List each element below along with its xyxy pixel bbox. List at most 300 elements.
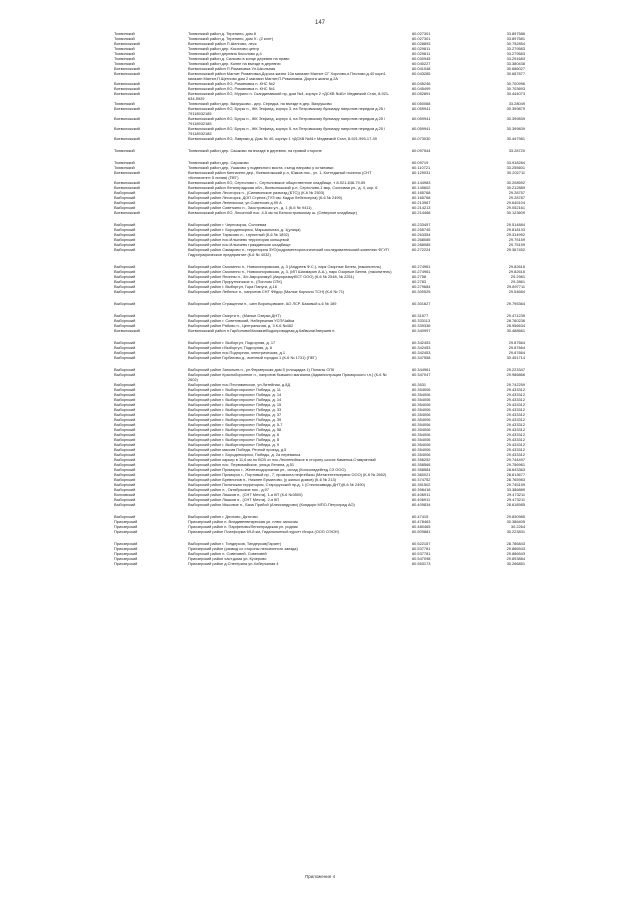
address-table — [0, 31, 640, 566]
table-row — [0, 136, 640, 141]
address-cell: Приозерский район д.Снетерина ул.Хоберсаная 4 — [188, 561, 279, 566]
district-cell: Выборгский — [114, 222, 136, 227]
longitude-cell: 29.82616 — [508, 269, 525, 274]
longitude-cell: 29.87664 — [508, 345, 525, 350]
longitude-cell: 29.314992 — [506, 232, 525, 237]
latitude-cell: 60.09719 — [412, 160, 429, 165]
table-row — [0, 301, 640, 306]
address-cell: Выборгский район Запольев п., ул.Фермерская дом 5 (площадка 1) Полины СПК — [188, 367, 335, 372]
address-cell: Выборгский район Приморск г., Портовый пр., 7, промзона нефтебазы (Метагентенсервис ООО) (К-6 № 2652) — [188, 472, 387, 477]
longitude-cell: 30.700996 — [506, 81, 525, 86]
address-cell: Всеволожский район ЛО, Романовка п. КНС №2 — [188, 81, 275, 86]
district-cell: Выборгский — [114, 200, 136, 205]
latitude-cell: 60.354006 — [412, 392, 431, 397]
address-cell: Выборгский район г. Выборгул, Подгорная, д. 17 — [188, 340, 276, 345]
longitude-cell: 29.433312 — [506, 412, 525, 417]
address-cell: Тихвинский район д. Теренино, дом 9 - (2 конт) — [188, 36, 274, 41]
latitude-cell: 60.2758 — [412, 274, 427, 279]
address-cell: Тихвинский район д. Силково в конце деревни на право — [188, 56, 290, 61]
longitude-cell: 33.291683 — [506, 56, 525, 61]
address-cell: Приозерский район (развод со стороны пенсионного заезда) — [188, 546, 298, 551]
longitude-cell: 28.956634 — [506, 323, 525, 328]
longitude-cell: 29.893884 — [506, 556, 525, 561]
longitude-cell: 30.687877 — [506, 71, 525, 76]
district-cell: Приозерский — [114, 541, 138, 546]
latitude-cell: 60.279684 — [412, 284, 431, 289]
address-cell: Приозерский район п. Владивеевеяреская ул. плюс заносом — [188, 519, 298, 524]
latitude-cell: 60.073030 — [412, 136, 431, 141]
latitude-cell: 60.344961 — [412, 367, 431, 372]
district-cell: Тихвинский — [114, 36, 135, 41]
district-cell: Выборгский — [114, 442, 136, 447]
longitude-cell: 29.471235 — [506, 313, 525, 318]
longitude-cell: 30.451714 — [506, 355, 525, 360]
latitude-cell: 60.029811 — [412, 51, 431, 56]
table-row — [0, 91, 640, 101]
address-cell: Тихвинский район дер. Косолово центр — [188, 46, 260, 51]
latitude-cell: 60.354006 — [412, 422, 431, 427]
latitude-cell: 60.347558 — [412, 355, 431, 360]
longitude-cell: 29.433312 — [506, 392, 525, 397]
address-cell: Выборгский район г. Выборгопросект Победы, д. 9 — [188, 442, 279, 447]
latitude-cell: 60.354006 — [412, 397, 431, 402]
district-cell: Всеволожский — [114, 41, 140, 46]
latitude-cell: 60.274961 — [412, 269, 431, 274]
address-cell: Выборгский район пос.Ильичево территория кольцевой — [188, 237, 289, 242]
district-cell: Выборгский — [114, 502, 136, 507]
longitude-cell: 30.399839 — [506, 116, 525, 121]
latitude-cell: 60.255745 — [412, 227, 431, 232]
longitude-cell: 29.28787 — [508, 195, 525, 200]
longitude-cell: 29.897711 — [506, 284, 525, 289]
address-cell: Выборгский район Полянская территория, Старорусский пр-д, 1 (Стеклозаводь ДНТ)(К-6 № 2490) — [188, 482, 366, 487]
district-cell: Выборгский — [114, 514, 136, 519]
table-row — [0, 116, 640, 126]
longitude-cell: 29.433312 — [506, 397, 525, 402]
longitude-cell: 29.745159 — [506, 482, 525, 487]
latitude-cell: 60.268085 — [412, 237, 431, 242]
district-cell: Выборгский — [114, 323, 136, 328]
address-cell: Выборгский район Смолинно п., Новоиспировская, д. 3 (Андреев Ф.С.), парк Озорные Бегем, (накопитель) — [188, 264, 381, 269]
address-cell: Тихвинский район дер. Вахрушово - дер. Середка, на въезде в дер. Вахрушово — [188, 101, 332, 106]
longitude-cell: 33.380438 — [506, 61, 525, 66]
district-cell: Выборгский — [114, 345, 136, 350]
longitude-cell: 30.123609 — [506, 210, 525, 215]
latitude-cell: 60.059941 — [412, 116, 431, 121]
table-row — [0, 148, 640, 153]
address-cell: Выборгский район Горбатово д., военный городок 1 (К-6 № 1731) (ПЕГ) — [188, 355, 317, 360]
latitude-cell: 60.398418 — [412, 487, 431, 492]
district-cell: Приозерский — [114, 561, 138, 566]
district-cell: Выборгский — [114, 452, 136, 457]
district-cell: Выборгский — [114, 232, 136, 237]
address-cell: Выборгский район г. Выборгопросект Победы, д. 33 — [188, 407, 282, 412]
district-cell: Выборгский — [114, 190, 136, 195]
latitude-cell: 60.354006 — [412, 452, 431, 457]
address-cell: Выборгский район г. Выборгул, Гора Папуги, д.16 — [188, 284, 277, 289]
district-cell: Выборгский — [114, 427, 136, 432]
longitude-cell: 30.444073 — [506, 91, 525, 96]
longitude-cell: 33.897586 — [506, 31, 525, 36]
longitude-cell: 30.266851 — [506, 561, 525, 566]
address-cell: Приозерский район част.дома ул. Кучерово — [188, 556, 267, 561]
latitude-cell: 60.3531 — [412, 382, 427, 387]
address-cell: Тихвинский район деревня Косолово д.4 — [188, 51, 262, 56]
longitude-cell: 30.223831 — [506, 529, 525, 534]
table-row — [0, 502, 640, 507]
address-cell: Выборгский район Лесогорск п., (Синявинское разъезд (БТС)) (К-6 № 2503) — [188, 190, 325, 195]
district-cell: Приозерский — [114, 546, 138, 551]
longitude-cell: 29.433312 — [506, 407, 525, 412]
latitude-cell: 60.027301 — [412, 36, 431, 41]
latitude-cell: 60.354006 — [412, 412, 431, 417]
longitude-cell: 33.386889 — [506, 487, 525, 492]
latitude-cell: 60.340997 — [412, 328, 431, 333]
address-cell: Всеволожский район Ленинградская обл., Всеволожский р-н, Сертолово-1 мкр, Сосновая ул., д. 4, кор. 6 — [188, 185, 378, 190]
district-cell: Выборгский — [114, 372, 136, 377]
latitude-cell: 60.050068 — [412, 101, 431, 106]
address-cell: Выборгский район г. Выборгопросект Победы, д. 11 — [188, 387, 281, 392]
district-cell: Выборгский — [114, 482, 136, 487]
district-cell: Выборгский — [114, 367, 136, 372]
table-row — [0, 529, 640, 534]
district-cell: Выборгский — [114, 355, 136, 360]
latitude-cell: 60.263354 — [412, 232, 431, 237]
longitude-cell: 29.473211 — [506, 492, 525, 497]
latitude-cell: 60.110721 — [412, 165, 431, 170]
latitude-cell: 60.354006 — [412, 437, 431, 442]
address-cell: Тихвинский район дер. Сашково на въезде в деревню, на правой стороне — [188, 148, 322, 153]
longitude-cell: 29.886543 — [506, 546, 525, 551]
latitude-cell: 60.480465 — [412, 524, 431, 529]
longitude-cell: 29.433312 — [506, 402, 525, 407]
district-cell: Выборгский — [114, 457, 136, 462]
latitude-cell: 60.339336 — [412, 323, 431, 328]
district-cell: Выборгский — [114, 497, 136, 502]
district-cell: Всеволожский — [114, 66, 140, 71]
latitude-cell: 60.522157 — [412, 541, 431, 546]
table-row — [0, 126, 640, 136]
longitude-cell: 33.897581 — [506, 36, 525, 41]
address-cell: Выборгский район пос.Ильичево гражданское кладбище — [188, 242, 291, 247]
latitude-cell: 60.129031 — [412, 170, 431, 175]
district-cell: Всеволожский — [114, 136, 140, 141]
longitude-cell: 28.613677 — [506, 472, 525, 477]
district-cell: Тихвинский — [114, 101, 135, 106]
district-cell: Выборгский — [114, 472, 136, 477]
address-cell: Выборгский район Смерти п., (Малые Озерки-ДНТ) — [188, 313, 281, 318]
district-cell: Всеволожский — [114, 106, 140, 111]
district-cell: Выборгский — [114, 432, 136, 437]
district-cell: Выборгский — [114, 407, 136, 412]
longitude-cell: 30.202711 — [506, 170, 525, 175]
latitude-cell: 60.537781 — [412, 546, 431, 551]
latitude-cell: 60.354006 — [412, 407, 431, 412]
district-cell: Выборгский — [114, 422, 136, 427]
address-cell: Выборгский район г. Выборгопросект Победы, д. 5-7 — [188, 422, 283, 427]
latitude-cell: 60.165768 — [412, 190, 431, 195]
latitude-cell: 60.052891 — [412, 91, 431, 96]
address-cell: Тихвинский район дер. Ушаково у подвесного моста, съезд направо у остановки — [188, 165, 334, 170]
latitude-cell: 60.059941 — [412, 126, 431, 131]
latitude-cell: 60.043285 — [412, 71, 431, 76]
address-cell: Всеволожский район Кингисепп дер., Всеволожский р-н, Юкков пос., уч. 1, Коттеджный поселок (СНТ «Кингисепп» 5 линия) (ПЕГ) — [188, 170, 372, 180]
address-cell: Выборгский район п. Совеговей, Совеговей — [188, 551, 267, 556]
district-cell: Приозерский — [114, 551, 138, 556]
latitude-cell: 60.354006 — [412, 442, 431, 447]
district-cell: Выборгский — [114, 477, 136, 482]
address-cell: Всеволожский район П.Романовка Ул.Школьная — [188, 66, 276, 71]
latitude-cell: 60.354006 — [412, 417, 431, 422]
district-cell: Всеволожский — [114, 81, 140, 86]
address-cell: Приозерский район Платформа 69-й км, Гиданольнный курсет Исора (ООО ОЭОН) — [188, 529, 339, 534]
latitude-cell: 60.342453 — [412, 350, 431, 355]
longitude-cell: 29.28757 — [508, 190, 525, 195]
longitude-cell: 29.75159 — [508, 242, 525, 247]
longitude-cell: 33.918284 — [506, 160, 525, 165]
latitude-cell: 60.354006 — [412, 432, 431, 437]
latitude-cell: 60.356252 — [412, 457, 431, 462]
longitude-cell: 29.82616 — [508, 264, 525, 269]
page-number: 147 — [314, 20, 325, 26]
latitude-cell: 60.354006 — [412, 402, 431, 407]
address-cell: Тихвинский район дер. Колпе на въезде в деревню — [188, 61, 281, 66]
latitude-cell: 60.029811 — [412, 46, 431, 51]
address-cell: Выборгский район Советкино п., Заостровская ул., д. 1 (К-6 № 9411) — [188, 205, 312, 210]
address-cell: Выборгский район Красноборонное п., напротив бывшего магазина (Администрация Приморского г.п.) (К-6 № 2602) — [188, 372, 387, 382]
longitude-cell: 29.87664 — [508, 350, 525, 355]
district-cell: Приозерский — [114, 524, 138, 529]
table-row — [0, 372, 640, 382]
longitude-cell: 29.75159 — [508, 237, 525, 242]
address-cell: Выборгский район Лененкоски, ул.Советская д.99 А — [188, 200, 282, 205]
table-row — [0, 328, 640, 333]
longitude-cell: 30.399879 — [506, 106, 525, 111]
latitude-cell: 60.045246 — [412, 81, 431, 86]
district-cell: Всеволожский — [114, 71, 140, 76]
address-cell: Выборгский район Самарово п., территория ЗУО(гидрометеорологический исследовательский комплекс ФГУП Гидрографическое предприятие (К-6 № 4032) — [188, 247, 389, 257]
district-cell: Выборгский — [114, 350, 136, 355]
district-cell: Выборгский — [114, 412, 136, 417]
address-cell: Всеволожский район п.Гарболово/МалаязеВодопроводная,д.Кайвола/Звершев п. — [188, 328, 336, 333]
longitude-cell: 29.645104 — [506, 200, 525, 205]
district-cell: Тихвинский — [114, 61, 135, 66]
address-cell: Выборгский район Смолинно п., Новоиспировская, д. 3, (ИП Шахмарин А.А.), парк Озорные Бегем, (накопитель) — [188, 269, 392, 274]
longitude-cell: 29.433312 — [506, 427, 525, 432]
longitude-cell: 29.2861 — [510, 279, 525, 284]
address-cell: Выборгский район Ляшков п., (СНТ Мечта), 2-я КП — [188, 497, 280, 502]
district-cell: Выборгский — [114, 274, 136, 279]
address-cell: Выборгский район пос.Подгорная, электрическая, д.1 — [188, 350, 286, 355]
district-cell: Выборгский — [114, 279, 136, 284]
latitude-cell: 60.342453 — [412, 345, 431, 350]
district-cell: Выборгский — [114, 387, 136, 392]
latitude-cell: 60.360021 — [412, 472, 431, 477]
latitude-cell: 60.391502 — [412, 482, 431, 487]
address-cell: Всеволожский район ЛО, Лесонной пос. 4-5 км по Белоостровскому ш. (Северное кладбище) — [188, 210, 357, 215]
district-cell: Выборгский — [114, 447, 136, 452]
district-cell: Волховский — [114, 492, 136, 497]
district-cell: Всеволожский — [114, 210, 140, 215]
longitude-cell: 30.686027 — [506, 66, 525, 71]
latitude-cell: 60.347047 — [412, 372, 431, 377]
district-cell: Выборгский — [114, 382, 136, 387]
longitude-cell: 29.818133 — [506, 227, 525, 232]
address-cell: Тихвинский район д. Теренино, дом 8 — [188, 31, 256, 36]
longitude-cell: 29.433312 — [506, 442, 525, 447]
district-cell: Всеволожский — [114, 116, 140, 121]
latitude-cell: 60.028893 — [412, 41, 431, 46]
latitude-cell: 60.409834 — [412, 502, 431, 507]
address-cell: Приозерский район п. Парфеново/Ленинградская ул. родник — [188, 524, 298, 529]
longitude-cell: 29.830985 — [506, 514, 525, 519]
latitude-cell: 60.354006 — [412, 427, 431, 432]
address-cell: Выборгский район г. Бородинзорнск, Победы, д. 2а перевалка — [188, 452, 301, 457]
latitude-cell: 60.301627 — [412, 301, 431, 306]
latitude-cell: 60.272224 — [412, 247, 431, 252]
latitude-cell: 60.547098 — [412, 556, 431, 561]
address-cell: Всеволожский район ЛО, Сертолово г., Сертоловское общественное кладбище, т 8-921-638-79-59 — [188, 180, 366, 185]
longitude-cell: 29.473211 — [506, 497, 525, 502]
longitude-cell: 29.223347 — [506, 367, 525, 372]
address-cell: Выборгский район Ялинны п., 3/о Авроризмуб (Авроризмуб/СТ ООО) (К-6 № 2548, № 2251) — [188, 274, 355, 279]
address-cell: Всеволожский район ЛО, Лаврики д. Дом № 40, корпус 1 «ДСКВ №81» Медвежий Стан, 8-921-995-17-39 — [188, 136, 377, 141]
district-cell: Приозерский — [114, 529, 138, 534]
longitude-cell: 29.742259 — [506, 382, 525, 387]
latitude-cell: 60.030945 — [412, 56, 431, 61]
latitude-cell: 60.040227 — [412, 61, 431, 66]
district-cell: Выборгский — [114, 247, 136, 252]
district-cell: Всеволожский — [114, 91, 140, 96]
longitude-cell: 28.786843 — [506, 541, 525, 546]
district-cell: Выборгский — [114, 340, 136, 345]
longitude-cell: 28.760236 — [506, 318, 525, 323]
longitude-cell: 29.744497 — [506, 457, 525, 462]
table-row — [0, 247, 640, 257]
longitude-cell: 30.2264 — [510, 524, 525, 529]
address-cell: Выборгский район карьер в 11,6 км по ВСВ от пос.Леспенийское в сторону шоссе Каменка-Ставрянный — [188, 457, 376, 462]
address-cell: Выборгский район Бревнопов п., Нижнее Ермилово, (у жилых домов) (К-6 № 213) — [188, 477, 336, 482]
district-cell: Тихвинский — [114, 148, 135, 153]
longitude-cell: 29.2981 — [510, 274, 525, 279]
latitude-cell: 60.358566 — [412, 462, 431, 467]
address-cell: Выборгский район Мысовое п., База Прибой (Александрово) (Кондыри МПО-Петроград АО) — [188, 502, 355, 507]
latitude-cell: 60.406911 — [412, 497, 431, 502]
address-cell: Выборгский район Ляшков п., (СНТ Мечта), 1-я КП (К-6 №3500) — [188, 492, 303, 497]
latitude-cell: 60.354006 — [412, 387, 431, 392]
district-cell: Выборгский — [114, 264, 136, 269]
latitude-cell: 60.300525 — [412, 289, 431, 294]
latitude-cell: 60.47415 — [412, 514, 429, 519]
address-cell: Выборгский район Стращенли п., шел Воронцовские, АО ЛСР. Базовый к-6 № 189 — [188, 301, 337, 306]
district-cell: Тихвинский — [114, 165, 135, 170]
district-cell: Выборгский — [114, 467, 136, 472]
district-cell: Приозерский — [114, 519, 138, 524]
address-cell: Выборгский район г. Выборгопросект Победы, д. 37 — [188, 412, 282, 417]
latitude-cell: 60.059941 — [412, 106, 431, 111]
table-row — [0, 210, 640, 215]
longitude-cell: 29.433312 — [506, 422, 525, 427]
district-cell: Всеволожский — [114, 180, 140, 185]
longitude-cell: 29.886543 — [506, 551, 525, 556]
latitude-cell: 60.213967 — [412, 200, 431, 205]
table-row — [0, 71, 640, 81]
district-cell: Всеволожский — [114, 170, 140, 175]
latitude-cell: 60.358584 — [412, 467, 431, 472]
longitude-cell: 30.488661 — [506, 328, 525, 333]
longitude-cell: 29.986866 — [506, 372, 525, 377]
district-cell: Выборгский — [114, 289, 136, 294]
latitude-cell: 60.097544 — [412, 148, 431, 153]
latitude-cell: 60.553173 — [412, 561, 431, 566]
district-cell: Всеволожский — [114, 126, 140, 131]
address-cell: Выборгский район г. Выборгопросект Победы, д. 58 — [188, 427, 282, 432]
address-cell: Выборгский район Лебенье п., напротив СНТ Фёдор (Малые Корчино ТСН) (К-6 № 71) — [188, 289, 345, 294]
district-cell: Тихвинский — [114, 51, 135, 56]
latitude-cell: 60.214468 — [412, 210, 431, 215]
latitude-cell: 60.274961 — [412, 264, 431, 269]
table-row — [0, 106, 640, 116]
district-cell: Выборгский — [114, 195, 136, 200]
table-row — [0, 355, 640, 360]
address-cell: Всеволожский район ЛО, Мурино п. Скандинавский пр, дом №4, корпус 2 «ДСКВ №81» Медвежий Стан, 8-921-634-5929 — [188, 91, 390, 101]
latitude-cell: 60.31577 — [412, 313, 429, 318]
district-cell: Выборгский — [114, 313, 136, 318]
district-cell: Выборгский — [114, 318, 136, 323]
latitude-cell: 60.144983 — [412, 180, 431, 185]
latitude-cell: 60.027301 — [412, 31, 431, 36]
district-cell: Приозерский — [114, 556, 138, 561]
page-footer: Приложение 4 — [304, 874, 336, 879]
address-cell: Выборгский район пос. Первомайское, улица Ленина, д.51 — [188, 462, 295, 467]
longitude-cell: 29.795364 — [506, 301, 525, 306]
district-cell: Выборгский — [114, 487, 136, 492]
longitude-cell: 30.386405 — [506, 519, 525, 524]
table-row — [0, 289, 640, 294]
district-cell: Тихвинский — [114, 31, 135, 36]
longitude-cell: 30.212889 — [506, 185, 525, 190]
district-cell: Выборгский — [114, 237, 136, 242]
latitude-cell: 60.2783 — [412, 279, 427, 284]
district-cell: Тихвинский — [114, 46, 135, 51]
longitude-cell: 29.052161 — [506, 205, 525, 210]
address-cell: Всеволожский район П.Шелгово, лесс — [188, 41, 257, 46]
longitude-cell: 33.28720 — [508, 148, 525, 153]
district-cell: Выборгский — [114, 242, 136, 247]
longitude-cell: 33.28049 — [508, 101, 525, 106]
longitude-cell: 28.765983 — [506, 477, 525, 482]
address-cell: Выборгский район г. Выборгопросект Победы, д. 14 — [188, 392, 282, 397]
address-cell: Выборгский район г. Выборгопросект Победы, д. 14 — [188, 397, 282, 402]
address-cell: Выборгский район г. Дятлово, Дятлово — [188, 514, 258, 519]
longitude-cell: 29.433312 — [506, 447, 525, 452]
longitude-cell: 33.255601 — [506, 165, 525, 170]
table-row — [0, 170, 640, 180]
address-cell: Выборгский район пос.Песнавинское, ул.Литейная, д.8Д — [188, 382, 291, 387]
latitude-cell: 60.268085 — [412, 242, 431, 247]
longitude-cell: 30.447981 — [506, 136, 525, 141]
address-cell: Выборгский район г. Выборгопросект Победы, д. 39 — [188, 417, 282, 422]
address-cell: Выборгский район г. Черпозорск, Солоеваа — [188, 222, 267, 227]
longitude-cell: 33.279583 — [506, 46, 525, 51]
longitude-cell: 29.433312 — [506, 432, 525, 437]
address-cell: Выборгский район п., Октябрьские пос., д.97 — [188, 487, 269, 492]
address-cell: Выборгский район г. Выборгопросект Победы, д. 15 — [188, 402, 282, 407]
district-cell: Выборгский — [114, 284, 136, 289]
longitude-cell: 30.399839 — [506, 126, 525, 131]
longitude-cell: 29.433312 — [506, 437, 525, 442]
longitude-cell: 29.87664 — [508, 340, 525, 345]
